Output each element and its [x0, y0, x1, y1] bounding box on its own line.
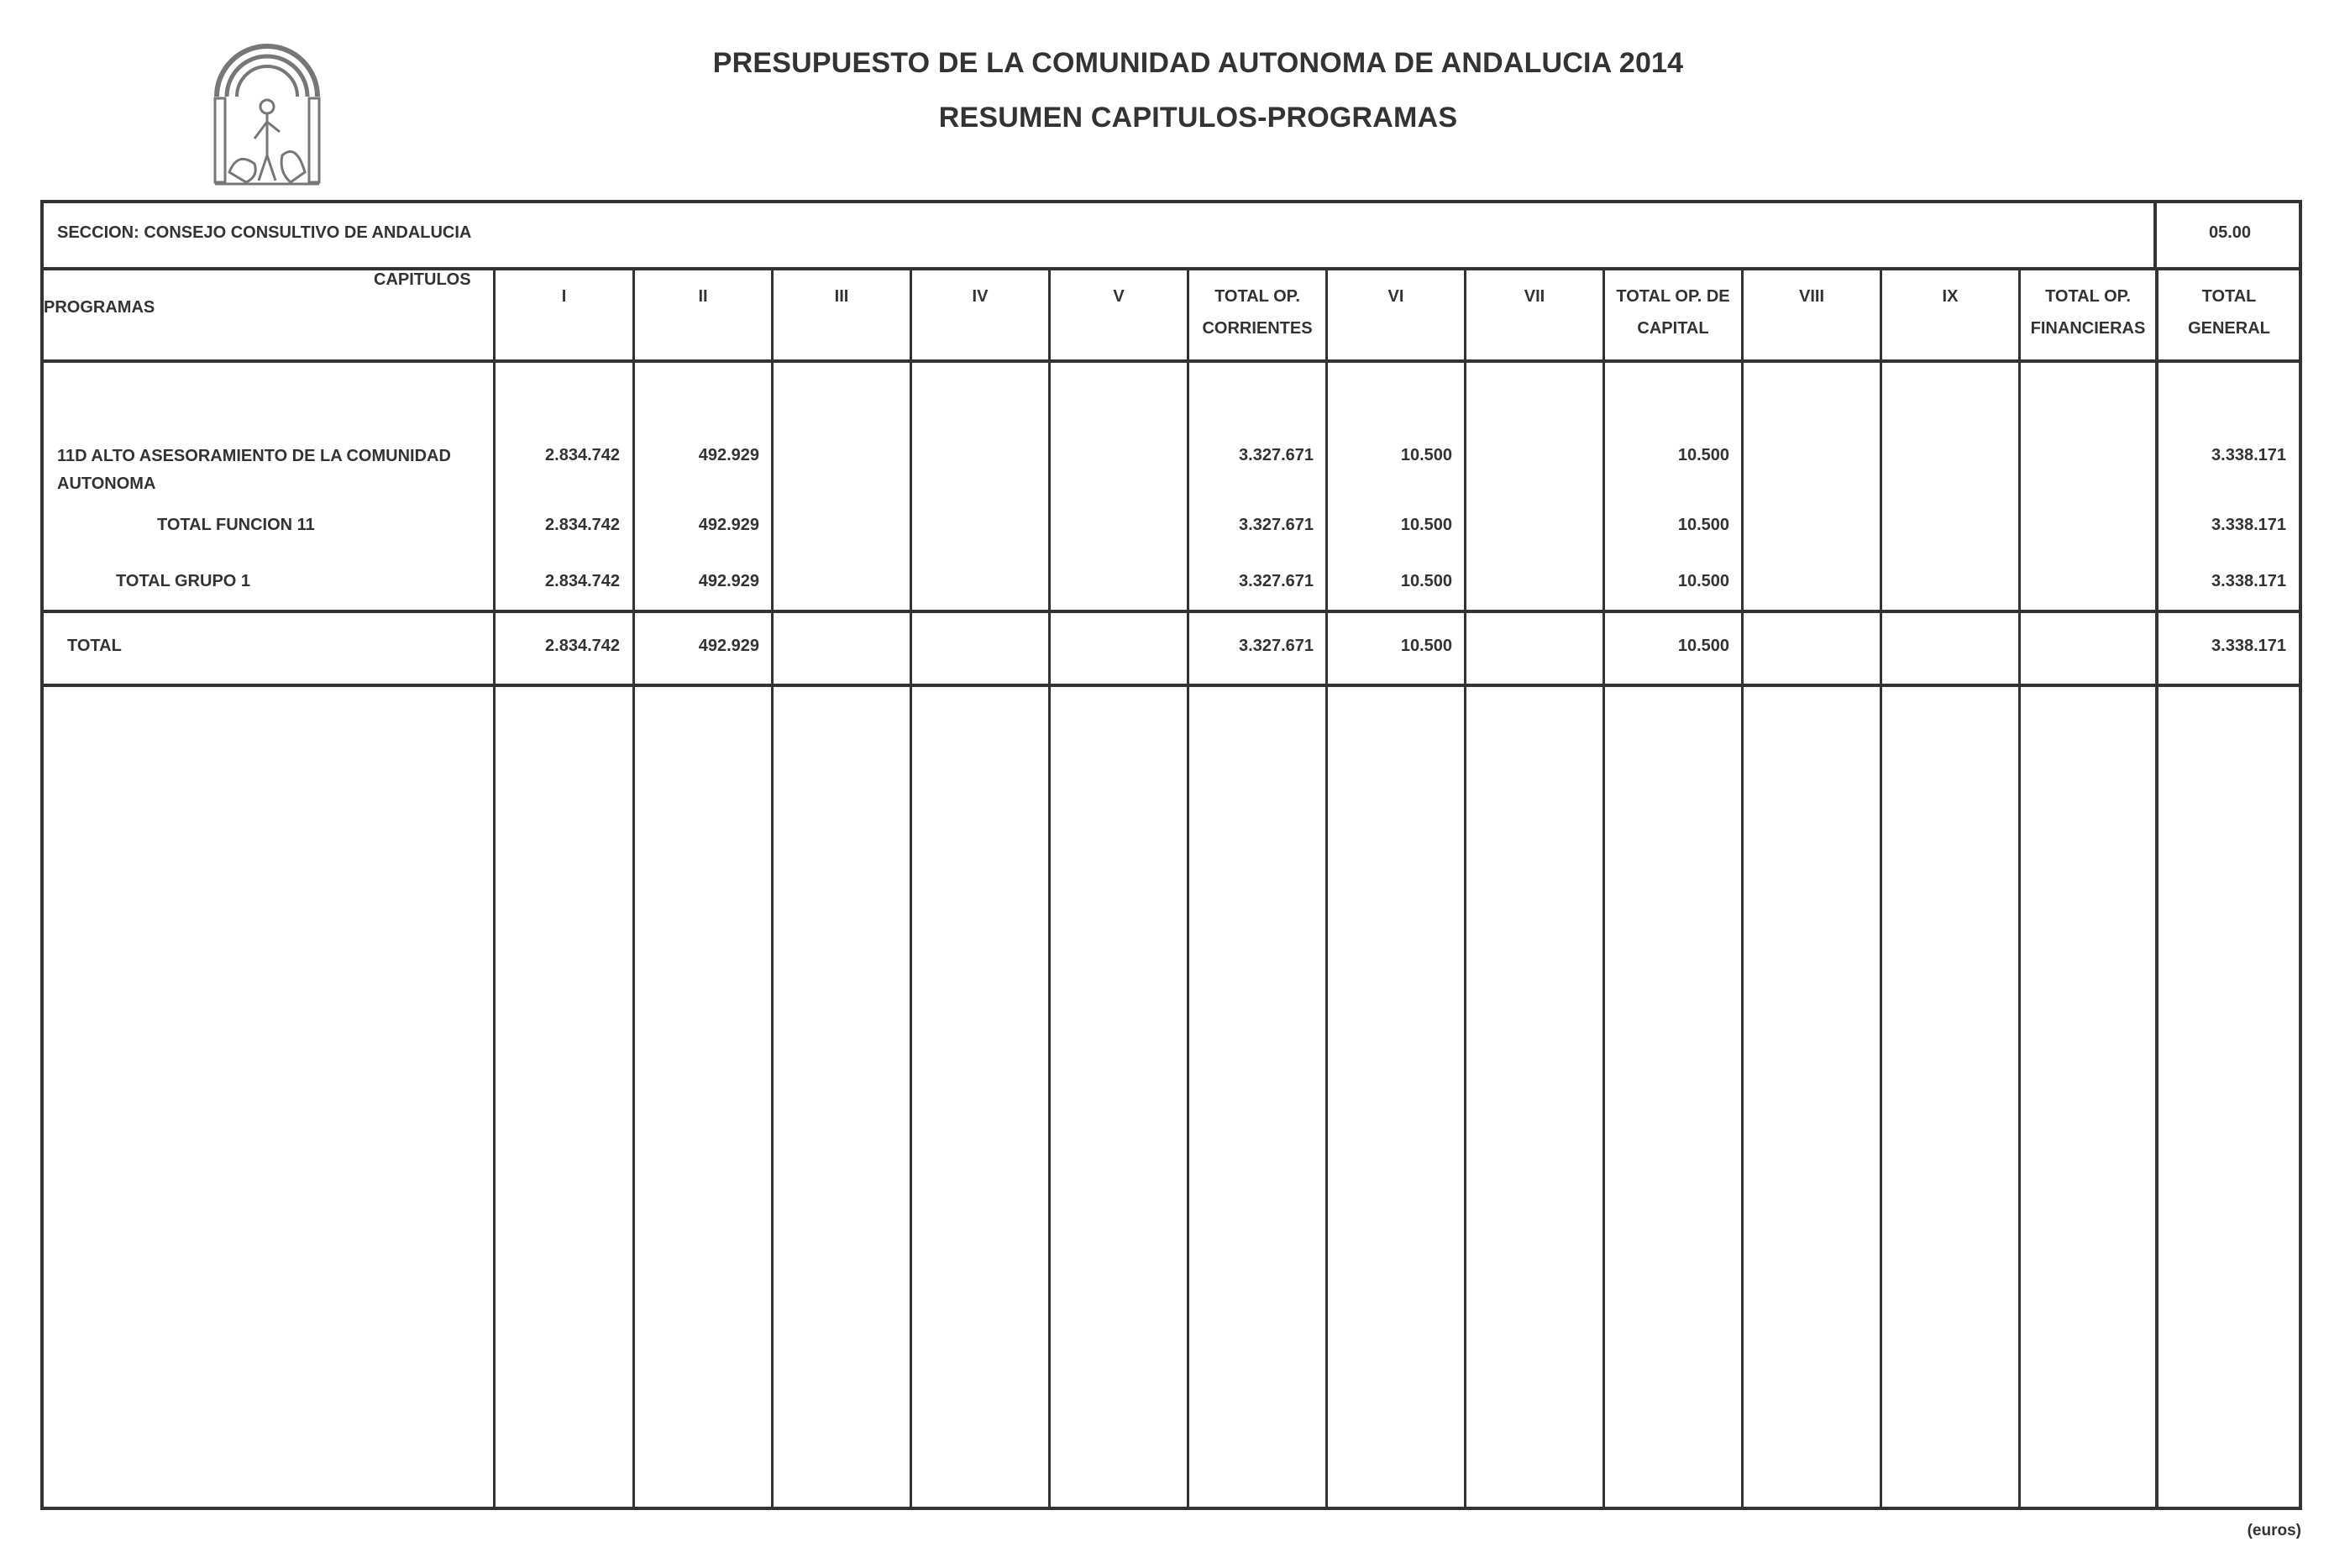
header-col-total-financieras [2021, 281, 2155, 344]
col-divider [1741, 267, 1744, 1510]
funcion-value-total-corrientes: 3.327.671 [1239, 516, 1314, 534]
total-value-total-general: 3.338.171 [2211, 637, 2286, 655]
grupo-value-total-general: 3.338.171 [2211, 572, 2286, 590]
section-code: 05.00 [2208, 223, 2252, 242]
funcion-total-label: TOTAL FUNCION 11 [157, 516, 315, 534]
program-value-total-general: 3.338.171 [2211, 446, 2286, 464]
col-divider [1048, 267, 1051, 1510]
header-col-total-capital [1605, 281, 1741, 344]
header-capitulos: CAPITULOS [374, 270, 471, 289]
total-value-total-corrientes: 3.327.671 [1239, 637, 1314, 655]
header-col-viii: VIII [1798, 287, 1824, 306]
header-col-iv: IV [972, 287, 989, 306]
program-value-vi: 10.500 [1400, 446, 1452, 464]
grupo-value-ii: 492.929 [698, 572, 759, 590]
funcion-value-i: 2.834.742 [545, 516, 620, 534]
header-total-general-line2: GENERAL [2188, 319, 2270, 338]
funcion-value-total-capital: 10.500 [1677, 516, 1729, 534]
total-value-ii: 492.929 [698, 637, 759, 655]
total-value-i: 2.834.742 [545, 637, 620, 655]
col-divider [771, 267, 774, 1510]
total-value-vi: 10.500 [1400, 637, 1452, 655]
header-total-capital-line1: TOTAL OP. DE [1616, 287, 1730, 306]
program-label-line1: 11D ALTO ASESORAMIENTO DE LA COMUNIDAD [57, 447, 451, 465]
page-title: PRESUPUESTO DE LA COMUNIDAD AUTONOMA DE ANDALUCIA 2014 [712, 47, 1684, 79]
program-value-ii: 492.929 [698, 446, 759, 464]
header-col-ii: II [698, 287, 708, 306]
subtotal-divider [40, 610, 2302, 613]
header-total-financieras-line2: FINANCIERAS [2030, 319, 2146, 338]
header-col-iii: III [834, 287, 849, 306]
program-label-line2: AUTONOMA [57, 475, 156, 493]
col-divider [2018, 267, 2021, 1510]
grand-total-label: TOTAL [67, 637, 122, 655]
grupo-value-i: 2.834.742 [545, 572, 620, 590]
col-divider [1880, 267, 1882, 1510]
col-divider [1464, 267, 1466, 1510]
header-total-capital-line2: CAPITAL [1637, 319, 1709, 338]
header-col-total-corrientes [1189, 281, 1325, 344]
total-divider [40, 684, 2302, 687]
header-col-vi: VI [1387, 287, 1404, 306]
header-col-i: I [561, 287, 567, 306]
funcion-value-vi: 10.500 [1400, 516, 1452, 534]
header-total-general-line1: TOTAL [2201, 287, 2257, 306]
funcion-value-total-general: 3.338.171 [2211, 516, 2286, 534]
header-total-corrientes-line2: CORRIENTES [1202, 319, 1313, 338]
grupo-value-vi: 10.500 [1400, 572, 1452, 590]
grupo-total-label: TOTAL GRUPO 1 [116, 572, 251, 590]
program-value-total-corrientes: 3.327.671 [1239, 446, 1314, 464]
program-value-total-capital: 10.500 [1677, 446, 1729, 464]
grupo-value-total-corrientes: 3.327.671 [1239, 572, 1314, 590]
units-note: (euros) [2247, 1522, 2301, 1539]
page-subtitle: RESUMEN CAPITULOS-PROGRAMAS [938, 102, 1458, 134]
header-col-vii: VII [1524, 287, 1545, 306]
header-total-financieras-line1: TOTAL OP. [2045, 287, 2131, 306]
header-total-corrientes-line1: TOTAL OP. [1214, 287, 1300, 306]
program-row-label [57, 443, 451, 498]
header-programas: PROGRAMAS [44, 298, 155, 317]
section-label: SECCION: CONSEJO CONSULTIVO DE ANDALUCIA [57, 223, 472, 242]
section-code-divider [2153, 200, 2157, 270]
budget-table-frame [40, 200, 2302, 1510]
header-col-v: V [1113, 287, 1125, 306]
header-col-total-general [2159, 281, 2300, 344]
col-divider [910, 267, 912, 1510]
grupo-value-total-capital: 10.500 [1677, 572, 1729, 590]
header-row-divider [40, 359, 2302, 363]
header-col-ix: IX [1942, 287, 1959, 306]
program-value-i: 2.834.742 [545, 446, 620, 464]
funcion-value-ii: 492.929 [698, 516, 759, 534]
total-value-total-capital: 10.500 [1677, 637, 1729, 655]
